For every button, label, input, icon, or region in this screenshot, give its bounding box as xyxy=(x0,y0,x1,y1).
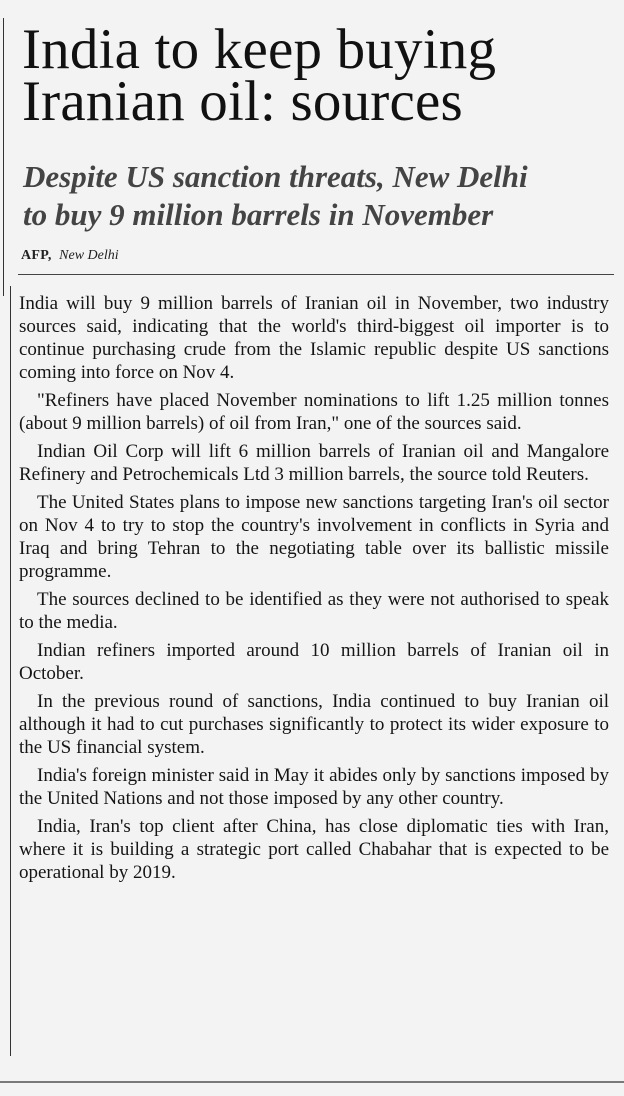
article-body xyxy=(19,292,609,889)
article-paragraph: India will buy 9 million barrels of Iranian oil in November, two industry sources said, indicating that the world's third-biggest oil importer is to continue purchasing crude from the Islamic republic despite US sanctions coming into force on Nov 4. xyxy=(19,293,609,383)
byline-divider xyxy=(18,274,614,275)
headline-line-2: Iranian oil: sources xyxy=(22,70,463,133)
subheadline-line-1: Despite US sanction threats, New Delhi xyxy=(23,159,528,194)
article-paragraph: The sources declined to be identified as they were not authorised to speak to the media. xyxy=(19,589,609,633)
article-paragraph: The United States plans to impose new sanctions targeting Iran's oil sector on Nov 4 to try to stop the country's involvement in conflicts in Syria and Iraq and bring Tehran to the negotiating table over its ballistic missile programme. xyxy=(19,492,609,582)
article-paragraph: Indian Oil Corp will lift 6 million barrels of Iranian oil and Mangalore Refinery and Petrochemicals Ltd 3 million barrels, the source told Reuters. xyxy=(19,441,609,485)
subheadline xyxy=(23,158,613,234)
article-paragraph: India's foreign minister said in May it abides only by sanctions imposed by the United Nations and not those imposed by any other country. xyxy=(19,765,609,809)
article-paragraph: India, Iran's top client after China, has close diplomatic ties with Iran, where it is building a strategic port called Chabahar that is expected to be operational by 2019. xyxy=(19,816,609,883)
left-column-rule-top xyxy=(3,18,4,296)
article-paragraph: Indian refiners imported around 10 million barrels of Iranian oil in October. xyxy=(19,640,609,684)
subheadline-line-2: to buy 9 million barrels in November xyxy=(23,197,494,232)
headline xyxy=(22,18,612,133)
article-paragraph: In the previous round of sanctions, India continued to buy Iranian oil although it had to cut purchases significantly to protect its wider exposure to the US financial system. xyxy=(19,691,609,758)
left-column-rule-bottom xyxy=(10,286,11,1056)
byline-location: New Delhi xyxy=(59,248,119,263)
article-paragraph: "Refiners have placed November nominations to lift 1.25 million tonnes (about 9 million barrels) of oil from Iran," one of the sources said. xyxy=(19,390,609,434)
headline-line-1: India to keep buying xyxy=(22,18,497,81)
byline xyxy=(21,248,119,264)
byline-agency: AFP, xyxy=(21,248,52,263)
bottom-divider xyxy=(0,1081,624,1083)
